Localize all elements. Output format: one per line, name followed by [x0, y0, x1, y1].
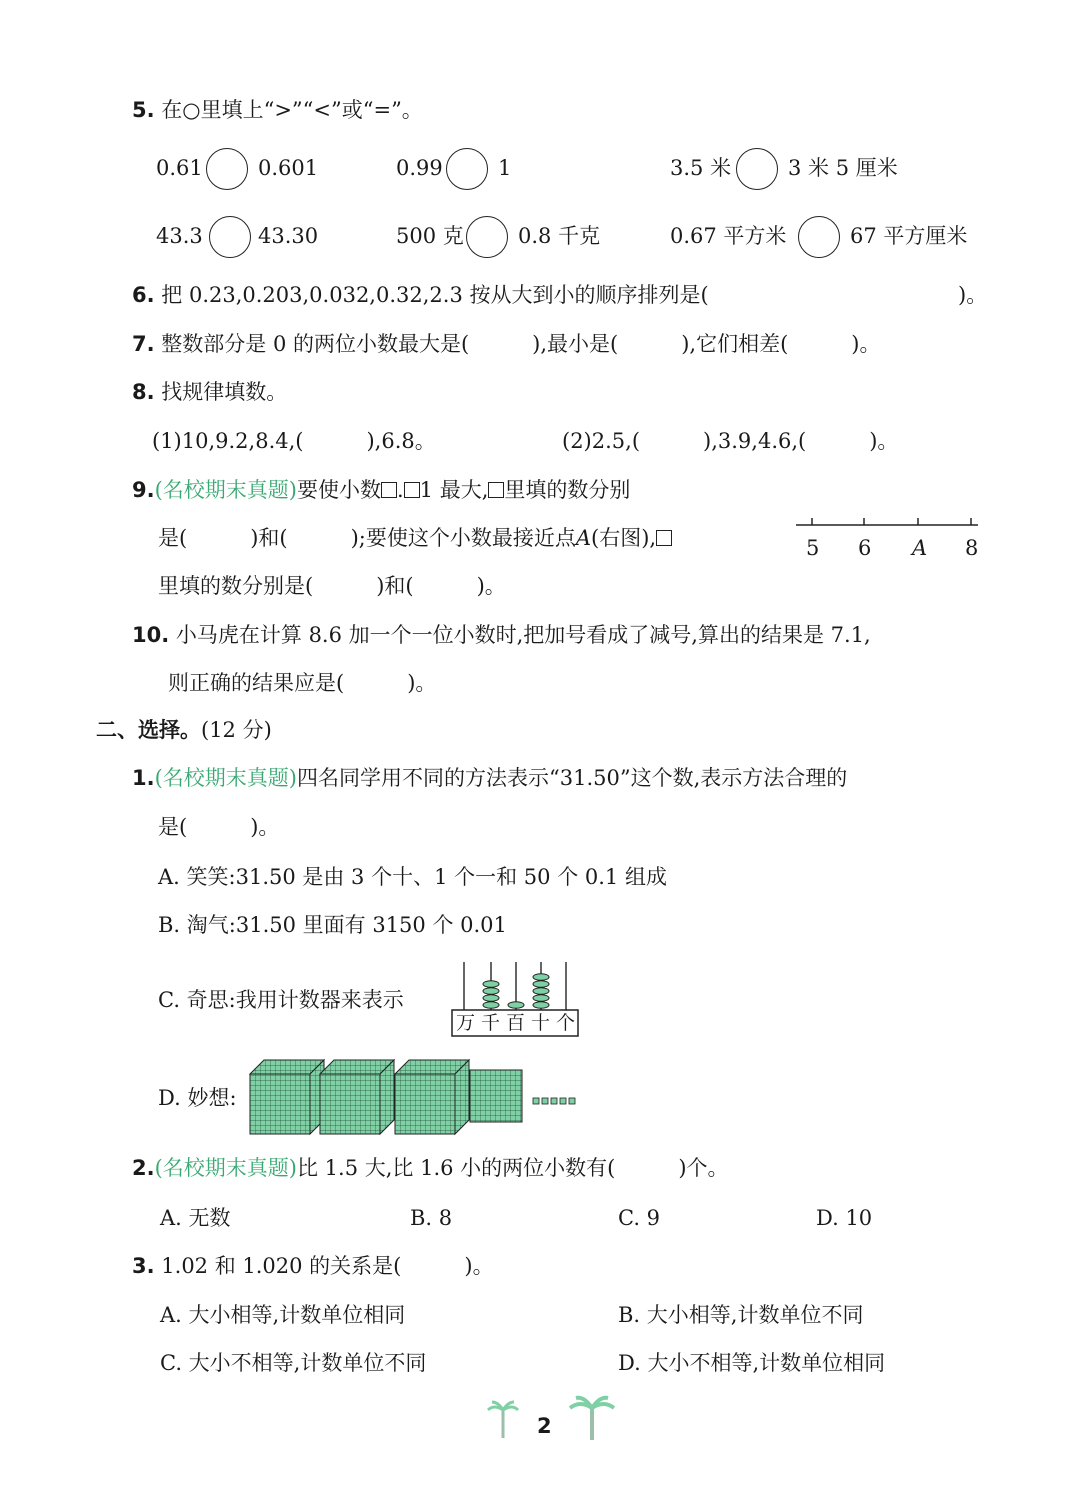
abacus-label: 百 [506, 1012, 526, 1034]
q9-text: 要使小数 [296, 478, 381, 502]
number-line-label: A [912, 536, 928, 560]
q7-number: 7. [132, 332, 155, 356]
c1-option-a[interactable]: A. 笑笑:31.50 是由 3 个十、1 个一和 50 个 0.1 组成 [158, 865, 667, 889]
c1-option-b[interactable]: B. 淘气:31.50 里面有 3150 个 0.01 [158, 913, 507, 937]
q7 [132, 334, 881, 355]
q10-line1 [132, 625, 871, 646]
c3-option[interactable]: D. 大小不相等,计数单位相同 [618, 1351, 886, 1375]
compare-left: 500 克 [396, 224, 464, 248]
palm-tree-icon [568, 1396, 616, 1442]
q8 [132, 382, 287, 403]
hundred-flat [470, 1070, 522, 1122]
answer-circle[interactable] [798, 216, 840, 258]
c3-option[interactable]: B. 大小相等,计数单位不同 [618, 1303, 864, 1327]
q9-line1 [132, 480, 630, 501]
q9-tag: (名校期末真题) [154, 478, 297, 502]
q6 [132, 285, 709, 306]
c2-number: 2. [132, 1156, 155, 1180]
q9-line2 [158, 528, 672, 549]
q5-number: 5. [132, 98, 155, 122]
abacus-label: 个 [556, 1012, 576, 1034]
palm-tree-icon [488, 1400, 518, 1440]
q5-text: 在○里填上“>”“<”或“=”。 [161, 98, 423, 122]
blank-square[interactable] [656, 530, 672, 546]
c2-option[interactable]: D. 10 [816, 1206, 873, 1230]
q9-text: (右图), [591, 526, 657, 550]
q9-text: 是( )和( );要使这个小数最接近点 [158, 526, 576, 550]
q8-number: 8. [132, 380, 155, 404]
q5 [132, 100, 423, 121]
q10-line2: 则正确的结果应是( )。 [168, 671, 437, 695]
c2-option[interactable]: C. 9 [618, 1206, 661, 1230]
c2-text: 比 1.5 大,比 1.6 小的两位小数有( )个。 [296, 1156, 729, 1180]
blank-square[interactable] [488, 482, 504, 498]
unit-cubes [533, 1098, 575, 1104]
number-line [796, 515, 986, 529]
thousand-cube [395, 1060, 469, 1134]
c3-option[interactable]: A. 大小相等,计数单位相同 [160, 1303, 406, 1327]
answer-circle[interactable] [446, 148, 488, 190]
q10-number: 10. [132, 623, 170, 647]
answer-circle[interactable] [466, 216, 508, 258]
q8-part2: (2)2.5,( ),3.9,4.6,( )。 [562, 429, 899, 453]
base-ten-blocks [250, 1060, 590, 1140]
answer-circle[interactable] [736, 148, 778, 190]
compare-right: 0.601 [258, 156, 319, 180]
q6-end: )。 [958, 283, 988, 307]
q9-number: 9. [132, 478, 155, 502]
point-a-label: A [575, 526, 592, 550]
section-title: 二、选择。 [96, 718, 201, 742]
c2-option[interactable]: A. 无数 [160, 1206, 231, 1230]
q9-line3: 里填的数分别是( )和( )。 [158, 574, 506, 598]
compare-right: 3 米 5 厘米 [788, 156, 898, 180]
blank-square[interactable] [404, 482, 420, 498]
q8-part1: (1)10,9.2,8.4,( ),6.8。 [152, 429, 436, 453]
c1-number: 1. [132, 766, 155, 790]
abacus-label: 十 [531, 1012, 551, 1034]
c1-line1 [132, 768, 847, 789]
abacus-label: 万 [456, 1012, 476, 1034]
q9-text: 1 最大, [419, 478, 489, 502]
q6-text: 把 0.23,0.203,0.032,0.32,2.3 按从大到小的顺序排列是( [161, 283, 709, 307]
answer-circle[interactable] [206, 148, 248, 190]
number-line-label: 6 [858, 536, 872, 560]
c2-line1 [132, 1158, 729, 1179]
section-heading [96, 720, 272, 741]
q8-text: 找规律填数。 [161, 380, 288, 404]
thousand-cube [320, 1060, 394, 1134]
c3-line1 [132, 1256, 494, 1277]
c3-option[interactable]: C. 大小不相等,计数单位不同 [160, 1351, 427, 1375]
compare-right: 0.8 千克 [518, 224, 601, 248]
answer-circle[interactable] [209, 216, 251, 258]
c2-tag: (名校期末真题) [154, 1156, 297, 1180]
page-number: 2 [537, 1414, 552, 1438]
q7-text: 整数部分是 0 的两位小数最大是( ),最小是( ),它们相差( )。 [161, 332, 881, 356]
number-line-label: 8 [965, 536, 979, 560]
abacus-label: 千 [481, 1012, 501, 1034]
c3-text: 1.02 和 1.020 的关系是( )。 [161, 1254, 494, 1278]
compare-right: 43.30 [258, 224, 319, 248]
q9-text: 里填的数分别 [504, 478, 631, 502]
c1-option-d[interactable]: D. 妙想: [158, 1086, 237, 1110]
q6-number: 6. [132, 283, 155, 307]
compare-left: 43.3 [156, 224, 203, 248]
c2-option[interactable]: B. 8 [410, 1206, 453, 1230]
compare-right: 67 平方厘米 [850, 224, 968, 248]
compare-right: 1 [498, 156, 512, 180]
q10-text: 小马虎在计算 8.6 加一个一位小数时,把加号看成了减号,算出的结果是 7.1, [175, 623, 871, 647]
compare-left: 0.99 [396, 156, 443, 180]
compare-left: 0.61 [156, 156, 203, 180]
compare-left: 3.5 米 [670, 156, 732, 180]
c1-tag: (名校期末真题) [154, 766, 297, 790]
number-line-label: 5 [806, 536, 820, 560]
thousand-cube [250, 1060, 324, 1134]
c1-option-c[interactable]: C. 奇思:我用计数器来表示 [158, 988, 404, 1012]
c3-number: 3. [132, 1254, 155, 1278]
q9-dot: . [396, 478, 404, 502]
section-score: (12 分) [201, 718, 272, 742]
c1-text: 四名同学用不同的方法表示“31.50”这个数,表示方法合理的 [296, 766, 848, 790]
blank-square[interactable] [381, 482, 397, 498]
c1-line2: 是( )。 [158, 815, 280, 839]
compare-left: 0.67 平方米 [670, 224, 787, 248]
